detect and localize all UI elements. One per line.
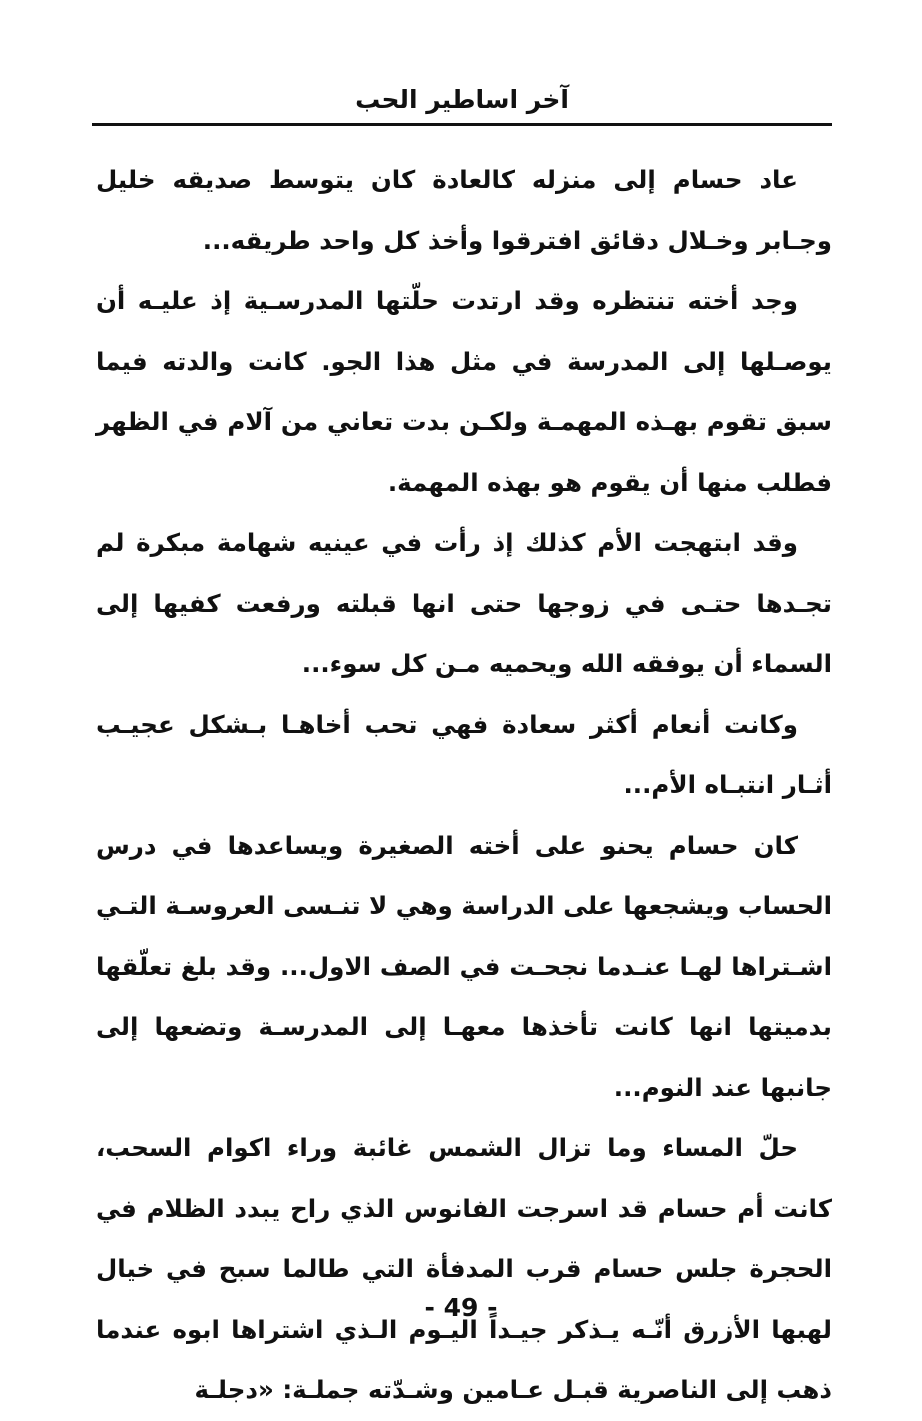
running-header-title: آخر اساطير الحب <box>355 85 569 114</box>
paragraph: كان حسام يحنو على أخته الصغيرة ويساعدها في درس الحساب ويشجعها على الدراسة وهي لا تنـسى العروسـة التـي اشـتراها لهـا عنـدما نجحـت في الصف الاول... وقد بلغ تعلّقها بدميتها انها كانت تأخذها معهـا إلى المدرسـة وتضعها إلى جانبها عند النوم... <box>96 830 832 1102</box>
paragraph: وقد ابتهجت الأم كذلك إذ رأت في عينيه شهامة مبكرة لم تجـدها حتـى في زوجها حتى انها قبلته ورفعت كفيها إلى السماء أن يوفقه الله ويحميه مـن كل سوء... <box>96 528 832 678</box>
paragraph: وكانت أنعام أكثر سعادة فهي تحب أخاهـا بـشكل عجيـب أثـار انتبـاه الأم... <box>96 709 832 799</box>
page-body <box>96 150 832 1421</box>
header-divider <box>92 123 832 126</box>
page-number: - 49 - <box>424 1293 498 1322</box>
paragraph: عاد حسام إلى منزله كالعادة كان يتوسط صديقه خليل وجـابر وخـلال دقائق افترقوا وأخذ كل واحد طريقه... <box>96 165 832 255</box>
paragraph: وجد أخته تنتظره وقد ارتدت حلّتها المدرسـية إذ عليـه أن يوصـلها إلى المدرسة في مثل هذا الجو. كانت والدته فيما سبق تقوم بهـذه المهمـة ولكـن بدت تعاني من آلام في الظهر فطلب منها أن يقوم هو بهذه المهمة. <box>96 286 832 497</box>
paragraph: حلّ المساء وما تزال الشمس غائبة وراء اكوام السحب، كانت أم حسام قد اسرجت الفانوس الذي راح يبدد الظلام في الحجرة جلس حسام قرب المدفأة التي طالما سبح في خيال لهبها الأزرق أنّـه يـذكر جيـداً اليـوم الـذي اشتراها ابوه عندما ذهب إلى الناصرية قبـل عـامين وشـدّته جملـة: «دجلـة <box>96 1133 832 1404</box>
